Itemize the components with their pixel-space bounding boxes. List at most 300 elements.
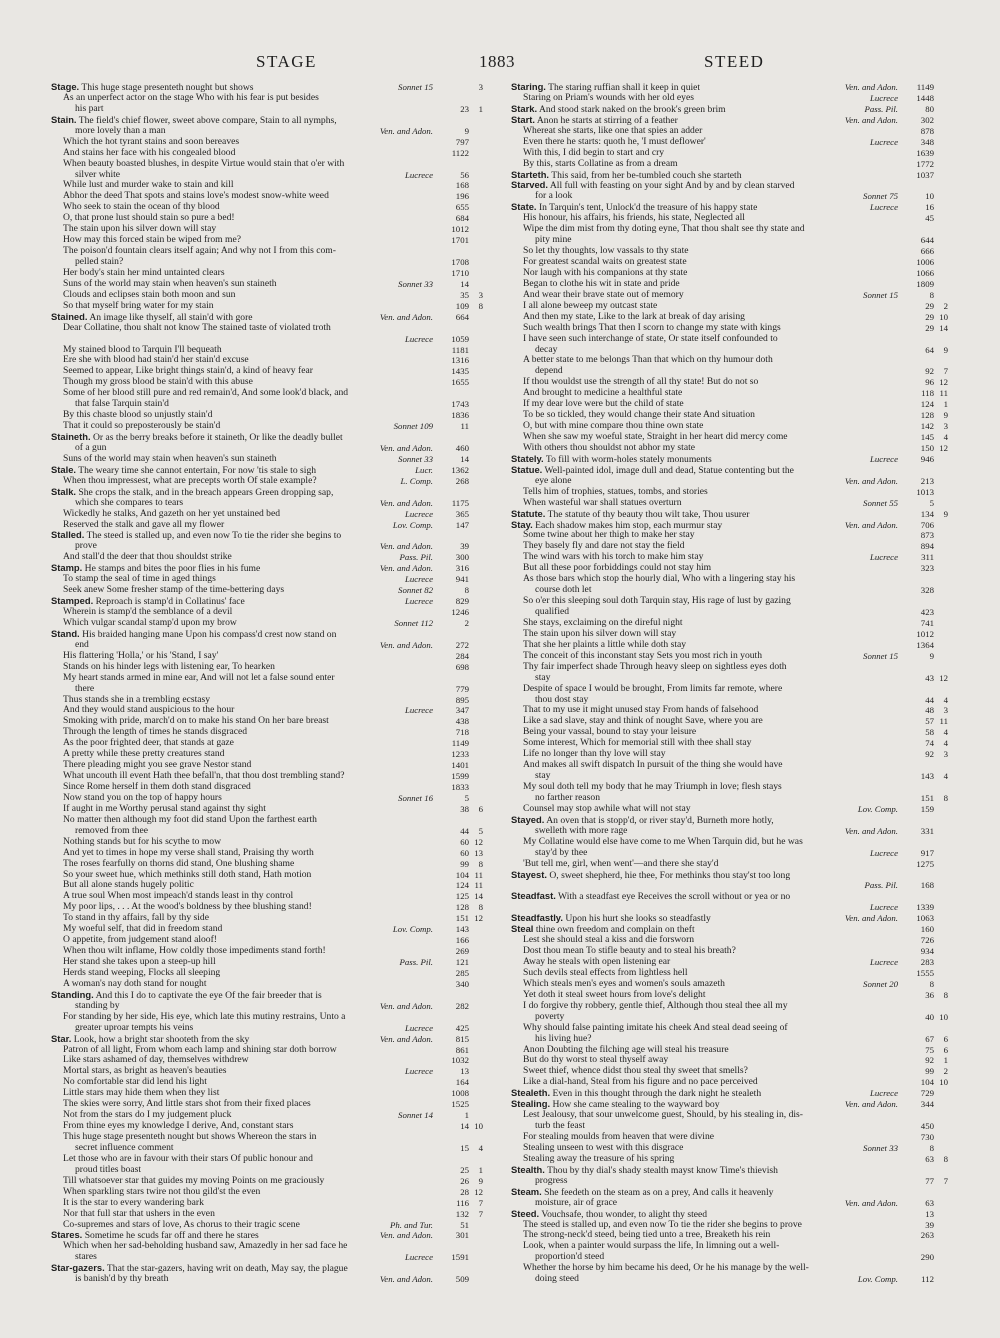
- reference: [405, 1023, 483, 1034]
- line-reference: 99: [925, 1066, 934, 1077]
- reference: [902, 366, 948, 377]
- entry-text: [63, 913, 209, 924]
- entry-text: [63, 345, 222, 356]
- entry-text: [63, 870, 311, 881]
- quotation-text: Nor that full star that ushers in the even: [63, 1208, 215, 1219]
- line-reference: 644: [920, 235, 934, 246]
- source-work: Ph. and Tur.: [389, 1219, 433, 1230]
- reference: [865, 880, 948, 891]
- line-reference: 92: [925, 749, 934, 760]
- entry-text: [523, 749, 666, 760]
- line-reference: 797: [455, 136, 469, 147]
- reference: [902, 749, 948, 760]
- entry-text: [523, 312, 745, 323]
- quotation-text: And they would stand auspicious to the hour: [63, 705, 235, 716]
- line-reference: 16: [925, 202, 934, 213]
- reference: [902, 990, 948, 1001]
- entry-line: [51, 1121, 483, 1132]
- entry-text: [523, 662, 787, 673]
- quotation-text: Even in this thought through the dark night he stealeth: [552, 1088, 762, 1100]
- reference: [437, 880, 483, 891]
- entry-line: [51, 793, 483, 804]
- entry-headword-line: [51, 432, 483, 443]
- reference: [405, 574, 483, 585]
- quotation-text: Her body's stain her mind untainted clears: [63, 267, 225, 278]
- source-work: Lucrece: [404, 508, 433, 519]
- quotation-text: thou dost stay: [535, 694, 589, 705]
- quotation-text: Staring on Priam's wounds with her old eyes: [523, 92, 694, 103]
- quotation-text: To fill with worm-holes stately monuments: [545, 453, 712, 465]
- reference: [380, 563, 483, 574]
- entry-line: [51, 1209, 483, 1220]
- quotation-text: end: [75, 639, 89, 650]
- entry-line: [511, 990, 948, 1001]
- line-reference: 1362: [451, 464, 469, 475]
- entry-headword-line: [51, 1263, 483, 1274]
- entry-text: [63, 1220, 300, 1231]
- quotation-text: That she her plaints a little while doth stay: [523, 639, 687, 650]
- quotation-text: prove: [75, 541, 97, 552]
- headword: Staring.: [511, 82, 546, 92]
- line-reference: 1639: [916, 147, 934, 158]
- reference: [437, 727, 483, 738]
- quotation-text: Some interest, Which for memorial still with thee shall stay: [523, 738, 752, 749]
- quotation-text: In Tarquin's tent, Unlock'd the treasure of his happy state: [538, 202, 758, 214]
- quotation-text: Which the hot tyrant stains and soon bereaves: [63, 136, 240, 147]
- quotation-text: pity mine: [535, 235, 572, 246]
- quotation-text: That the star-gazers, having writ on death, May say, the plague: [106, 1263, 348, 1275]
- headword: Stately.: [511, 453, 544, 464]
- quotation-text: Upon his hurt she looks so steadfastly: [565, 913, 711, 925]
- quotation-text: Who seek to stain the ocean of thy blood: [63, 202, 220, 213]
- entry-line: [51, 1252, 483, 1263]
- reference: [902, 170, 948, 181]
- sonnet-line-reference: 2: [943, 300, 948, 311]
- quotation-text: When thou wilt inflame, How coldly those impediments stand forth!: [63, 946, 326, 957]
- entry-line: [51, 1274, 483, 1285]
- entry-text: [51, 1230, 259, 1241]
- quotation-text: pelled stain?: [75, 257, 124, 267]
- entry-line: [51, 93, 483, 104]
- entry-line: [51, 476, 483, 487]
- reference: [902, 815, 948, 826]
- line-reference: 112: [921, 1274, 934, 1285]
- sonnet-line-reference: 6: [478, 803, 483, 814]
- entry-text: [535, 673, 550, 684]
- entry-line: [511, 312, 948, 323]
- quotation-text: This huge stage presenteth nought but shows Whereon the stars in: [63, 1132, 317, 1142]
- entry-line: [51, 880, 483, 891]
- line-reference: 1181: [451, 344, 469, 355]
- line-reference: 1122: [451, 147, 469, 158]
- entry-text: [511, 202, 757, 213]
- sonnet-line-reference: 12: [939, 672, 948, 683]
- reference: [437, 388, 483, 399]
- sonnet-line-reference: 9: [943, 344, 948, 355]
- quotation-text: By this chaste blood so unjustly stain'd: [63, 410, 213, 421]
- entry-text: [63, 749, 224, 760]
- entry-line: [51, 355, 483, 366]
- entry-line: [51, 1198, 483, 1209]
- reference: [437, 345, 483, 356]
- quotation-text: Some of her blood still pure and red remain'd, And some look'd black, and: [63, 388, 349, 399]
- reference: [437, 749, 483, 760]
- reference: [437, 257, 483, 268]
- reference: [870, 848, 948, 859]
- quotation-text: I all alone beweep my outcast state: [523, 300, 658, 311]
- entry-headword-line: [511, 509, 948, 520]
- quotation-text: Little stars may hide them when they list: [63, 1088, 220, 1099]
- line-reference: 74: [925, 738, 934, 749]
- line-reference: 1316: [451, 355, 469, 366]
- reference: [870, 1088, 948, 1099]
- reference: [902, 279, 948, 290]
- sonnet-line-reference: 10: [939, 1077, 948, 1088]
- entry-text: [51, 487, 333, 498]
- reference: [902, 126, 948, 137]
- entry-text: [63, 1055, 249, 1066]
- source-work: Lucrece: [404, 1022, 433, 1033]
- source-work: Sonnet 15: [863, 289, 898, 300]
- reference: [863, 979, 948, 990]
- line-reference: 25: [460, 1164, 469, 1175]
- entry-line: [51, 104, 483, 115]
- sonnet-line-reference: 6: [943, 1044, 948, 1055]
- quotation-text: removed from thee: [75, 825, 148, 836]
- source-work: Lov. Comp.: [392, 924, 433, 935]
- line-reference: 13: [460, 1066, 469, 1077]
- reference: [902, 716, 948, 727]
- line-reference: 14: [460, 1121, 469, 1132]
- reference: [845, 115, 948, 126]
- entry-line: [511, 421, 948, 432]
- quotation-text: Thy fair imperfect shade Through heavy sleep on sightless eyes doth: [523, 661, 787, 672]
- source-work: Lucrece: [869, 453, 898, 464]
- reference: [405, 596, 483, 607]
- quotation-text: It is the star to every wandering bark: [63, 1197, 204, 1208]
- entry-headword-line: [51, 1034, 483, 1045]
- source-work: Lucrece: [404, 705, 433, 716]
- reference: [405, 1066, 483, 1077]
- sonnet-line-reference: 7: [943, 1175, 948, 1186]
- running-head-last-word: STEED: [704, 52, 765, 71]
- entry-text: [63, 279, 277, 290]
- quotation-text: The roses fearfully on thorns did stand, One blushing shame: [63, 858, 295, 869]
- entry-line: [51, 979, 483, 990]
- reference: [845, 520, 948, 531]
- entry-text: [523, 760, 783, 771]
- entry-text: [523, 859, 718, 870]
- quotation-text: With a steadfast eye Receives the scroll without or yea or no: [558, 891, 791, 903]
- line-reference: 9: [929, 650, 934, 661]
- source-work: Ven. and Adon.: [379, 442, 433, 453]
- reference: [437, 377, 483, 388]
- quotation-text: All full with feasting on your sight And by and by clean starved: [549, 180, 795, 192]
- entry-line: [51, 1154, 483, 1165]
- line-reference: 15: [460, 1142, 469, 1153]
- line-reference: 425: [455, 1022, 469, 1033]
- entry-text: [511, 870, 790, 881]
- quotation-text: And stains her face with his congealed blood: [63, 147, 236, 158]
- line-reference: 213: [920, 475, 934, 486]
- source-work: Lucrece: [869, 957, 898, 967]
- line-reference: 1006: [916, 257, 934, 267]
- reference: [902, 782, 948, 793]
- entry-text: [535, 1274, 579, 1285]
- running-head-first-word: STAGE: [256, 52, 317, 71]
- quotation-text: Seemed to appear, Like bright things stain'd, a kind of heavy fear: [63, 366, 313, 377]
- entry-text: [63, 804, 266, 815]
- reference: [902, 946, 948, 957]
- line-reference: 1701: [451, 235, 469, 246]
- line-reference: 344: [920, 1099, 934, 1110]
- line-reference: 104: [920, 1077, 934, 1088]
- sonnet-line-reference: 4: [478, 1142, 483, 1153]
- line-reference: 1275: [916, 858, 934, 869]
- entry-text: [63, 1187, 260, 1198]
- quotation-text: So let thy thoughts, low vassals to thy state: [523, 246, 689, 257]
- line-reference: 116: [456, 1197, 469, 1208]
- entry-line: [511, 126, 948, 137]
- quotation-text: Wipe the dim mist from thy doting eyne, That thou shalt see thy state and: [523, 224, 805, 235]
- sonnet-line-reference: 1: [943, 1055, 948, 1066]
- entry-headword-line: [511, 924, 948, 935]
- entry-text: [63, 891, 293, 902]
- reference: [437, 1263, 483, 1274]
- entry-text: [75, 1165, 141, 1176]
- quotation-text: The stain upon his silver down will stay: [63, 224, 217, 235]
- sonnet-line-reference: 1: [478, 1164, 483, 1175]
- quotation-text: Whereat she starts, like one that spies an adder: [523, 125, 703, 136]
- sonnet-line-reference: 4: [943, 727, 948, 738]
- reference: [437, 804, 483, 815]
- entry-line: [51, 891, 483, 902]
- quotation-text: standing by: [75, 1000, 120, 1011]
- entry-text: [63, 137, 239, 148]
- line-reference: 664: [455, 311, 469, 322]
- entry-text: [535, 793, 600, 804]
- entry-line: [51, 509, 483, 520]
- entry-text: [511, 891, 790, 902]
- entry-text: [63, 388, 348, 399]
- quotation-text: And stall'd the deer that thou shouldst strike: [63, 552, 232, 563]
- quotation-text: Till whatsoever star that guides my moving Points on me graciously: [63, 1175, 325, 1186]
- sonnet-line-reference: 10: [474, 1121, 483, 1132]
- quotation-text: moisture, air of grace: [535, 1197, 618, 1208]
- entry-line: [51, 804, 483, 815]
- entry-text: [523, 1241, 779, 1252]
- sonnet-line-reference: 10: [939, 1011, 948, 1022]
- entry-headword-line: [511, 465, 948, 476]
- entry-line: [511, 1055, 948, 1066]
- line-reference: 1401: [451, 760, 469, 771]
- entry-line: [511, 1143, 948, 1154]
- reference: [902, 662, 948, 673]
- entry-text: [523, 1055, 668, 1066]
- quotation-text: Co-supremes and stars of love, As chorus to their tragic scene: [63, 1219, 300, 1230]
- reference: [863, 1143, 948, 1154]
- line-reference: 143: [455, 924, 469, 935]
- entry-text: [63, 509, 280, 520]
- line-reference: 1833: [451, 782, 469, 792]
- entry-line: [511, 257, 948, 268]
- entry-line: [511, 487, 948, 498]
- line-reference: 1: [464, 1110, 469, 1121]
- entry-line: [51, 202, 483, 213]
- entry-text: [511, 115, 678, 126]
- entry-text: [63, 771, 344, 782]
- reference: [437, 268, 483, 279]
- line-reference: 104: [455, 869, 469, 880]
- source-work: Ven. and Adon.: [379, 639, 433, 650]
- entry-text: [523, 1154, 674, 1165]
- reference: [437, 913, 483, 924]
- entry-text: [511, 913, 711, 924]
- line-reference: 509: [455, 1274, 469, 1285]
- source-work: Lucrece: [404, 333, 433, 344]
- entry-line: [511, 585, 948, 596]
- reference: [437, 771, 483, 782]
- source-work: Lucrece: [869, 202, 898, 213]
- entry-text: [523, 290, 684, 301]
- reference: [437, 891, 483, 902]
- quotation-text: Well-painted idol, image dull and dead, Statue contenting but the: [544, 464, 794, 476]
- reference: [437, 684, 483, 695]
- quotation-text: Nor laugh with his companions at thy state: [523, 267, 688, 278]
- reference: [405, 705, 483, 716]
- reference: [400, 476, 483, 487]
- line-reference: 365: [455, 508, 469, 519]
- line-reference: 8: [929, 1142, 934, 1153]
- headword: Stalk.: [51, 486, 77, 497]
- reference: [870, 202, 948, 213]
- entry-line: [51, 870, 483, 881]
- line-reference: 272: [455, 639, 469, 650]
- quotation-text: This said, from her be-tumbled couch she starteth: [551, 169, 742, 181]
- quotation-text: turb the feast: [535, 1121, 586, 1132]
- line-reference: 311: [921, 552, 934, 563]
- line-reference: 35: [460, 289, 469, 300]
- quotation-text: And this I do to captivate the eye Of the fair breeder that is: [95, 989, 322, 1001]
- line-reference: 143: [920, 771, 934, 782]
- entry-line: [511, 695, 948, 706]
- reference: [437, 1187, 483, 1198]
- line-reference: 283: [920, 957, 934, 967]
- entry-text: [523, 334, 778, 345]
- quotation-text: Reproach is stamp'd in Collatinus' face: [95, 596, 245, 607]
- entry-line: [511, 541, 948, 552]
- reference: [902, 837, 948, 848]
- line-reference: 268: [455, 475, 469, 486]
- entry-text: [51, 1263, 348, 1274]
- entry-line: [51, 268, 483, 279]
- source-work: Lov. Comp.: [857, 1274, 898, 1285]
- reference: [863, 651, 948, 662]
- line-reference: 301: [455, 1230, 469, 1241]
- quotation-text: My soul doth tell my body that he may Triumph in love; flesh stays: [523, 782, 782, 792]
- sonnet-line-reference: 11: [939, 716, 948, 727]
- reference: [437, 673, 483, 684]
- reference: [437, 782, 483, 793]
- reference: [902, 574, 948, 585]
- entry-text: [63, 716, 329, 727]
- line-reference: 1032: [451, 1055, 469, 1066]
- source-work: Pass. Pil.: [399, 552, 433, 563]
- line-reference: 60: [460, 847, 469, 858]
- sonnet-line-reference: 8: [478, 902, 483, 913]
- quotation-text: Began to clothe his wit in state and pride: [523, 278, 680, 289]
- source-work: Ven. and Adon.: [844, 1197, 898, 1208]
- quotation-text: course doth let: [535, 585, 592, 596]
- reference: [870, 93, 948, 104]
- headword: Standing.: [51, 989, 94, 1000]
- entry-text: [523, 279, 680, 290]
- entry-line: [511, 1252, 948, 1263]
- line-reference: 23: [460, 103, 469, 114]
- reference: [902, 1165, 948, 1176]
- entry-text: [63, 607, 232, 618]
- reference: [380, 312, 483, 323]
- entry-text: [535, 1198, 617, 1209]
- entry-headword-line: [511, 115, 948, 126]
- reference: [437, 159, 483, 170]
- reference: [437, 224, 483, 235]
- quotation-text: How may this forced stain be wiped from me?: [63, 235, 241, 246]
- source-work: Ven. and Adon.: [379, 311, 433, 322]
- quotation-text: Look, how a bright star shooteth from the sky: [73, 1033, 250, 1045]
- entry-headword-line: [511, 520, 948, 531]
- source-work: Lucrece: [404, 169, 433, 180]
- quotation-text: His flattering 'Holla,' or his 'Stand, I say': [63, 650, 219, 661]
- reference: [902, 1001, 948, 1012]
- reference: [902, 673, 948, 684]
- entry-text: [535, 771, 550, 782]
- reference: [902, 705, 948, 716]
- headword: Steam.: [511, 1186, 542, 1197]
- sonnet-line-reference: 9: [478, 1175, 483, 1186]
- line-reference: 340: [455, 978, 469, 989]
- sonnet-line-reference: 14: [474, 891, 483, 902]
- reference: [380, 443, 483, 454]
- entry-line: [51, 902, 483, 913]
- entry-text: [75, 640, 89, 651]
- entry-line: [51, 1066, 483, 1077]
- quotation-text: Her stand she takes upon a steep-up hill: [63, 957, 216, 967]
- quotation-text: qualified: [535, 607, 570, 617]
- reference: [437, 870, 483, 881]
- line-reference: 1599: [451, 771, 469, 782]
- entry-line: [511, 1012, 948, 1023]
- line-reference: 718: [455, 727, 469, 738]
- headword: Steal: [511, 924, 534, 935]
- entry-line: [511, 1274, 948, 1285]
- quotation-text: While lust and murder wake to stain and kill: [63, 180, 234, 191]
- reference: [902, 1220, 948, 1231]
- headword: Star-gazers.: [51, 1263, 105, 1274]
- entry-text: [63, 246, 336, 257]
- line-reference: 263: [920, 1230, 934, 1241]
- entry-line: [51, 290, 483, 301]
- quotation-text: Thus stands she in a trembling ecstasy: [63, 694, 211, 705]
- entry-line: [511, 323, 948, 334]
- line-reference: 118: [921, 388, 934, 399]
- source-work: L. Comp.: [400, 475, 433, 486]
- quotation-text: When she saw my woeful state, Straight in her heart did mercy come: [523, 432, 788, 442]
- entry-line: [51, 388, 483, 399]
- quotation-text: And then my state, Like to the lark at break of day arising: [523, 311, 745, 322]
- headword: Stalled.: [51, 530, 85, 541]
- entry-text: [523, 257, 687, 268]
